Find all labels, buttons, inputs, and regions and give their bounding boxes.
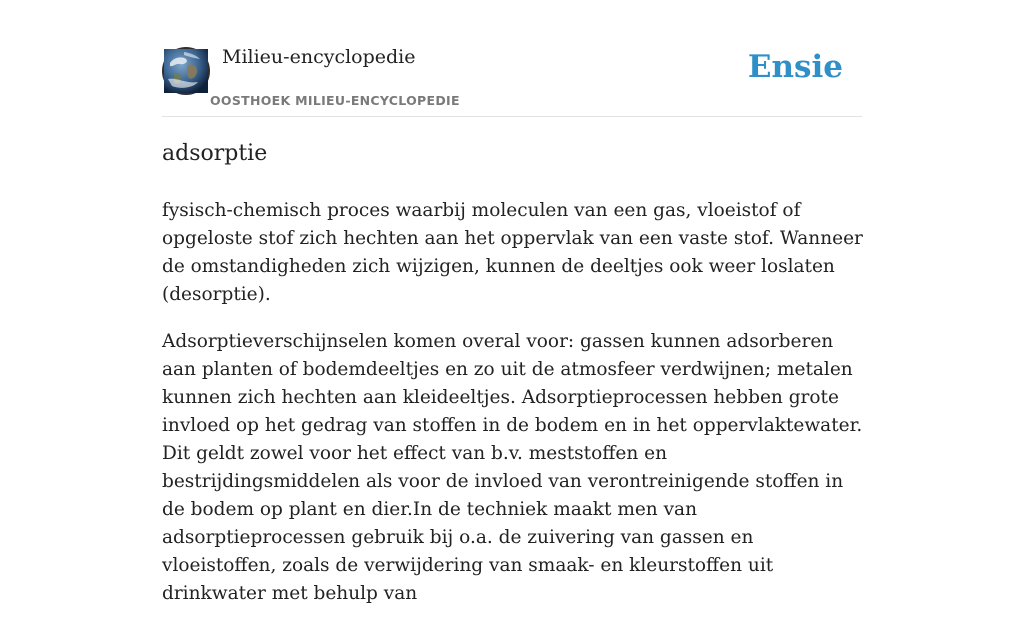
- earth-globe-icon[interactable]: [162, 47, 210, 95]
- site-subtitle[interactable]: OOSTHOEK MILIEU-ENCYCLOPEDIE: [210, 93, 460, 108]
- site-header: [162, 44, 862, 117]
- site-title[interactable]: Milieu-encyclopedie: [222, 46, 416, 68]
- definition-paragraph: fysisch-chemisch proces waarbij moleculen van een gas, vloeistof of opgeloste stof zich hechten aan het oppervlak van een vaste stof. Wanneer de omstandigheden zich wijzigen, kunnen de deeltjes ook weer loslaten (desorptie).: [162, 200, 863, 305]
- article-term: adsorptie: [162, 141, 268, 166]
- ensie-logo-link[interactable]: Ensie: [747, 49, 843, 85]
- article: [162, 138, 867, 627]
- definition-paragraph: Adsorptieverschijnselen komen overal voor: gassen kunnen adsorberen aan planten of bodemdeeltjes en zo uit de atmosfeer verdwijnen; metalen kunnen zich hechten aan kleideeltjes. Adsorptieprocessen hebben grote invloed op het gedrag van stoffen in de bodem en in het oppervlaktewater. Dit geldt zowel voor het effect van b.v. meststoffen en bestrijdingsmiddelen als voor de invloed van verontreinigende stoffen in de bodem op plant en dier.In de techniek maakt men van adsorptieprocessen gebruik bij o.a. de zuivering van gassen en vloeistoffen, zoals de verwijdering van smaak- en kleurstoffen uit drinkwater met behulp van: [162, 331, 863, 604]
